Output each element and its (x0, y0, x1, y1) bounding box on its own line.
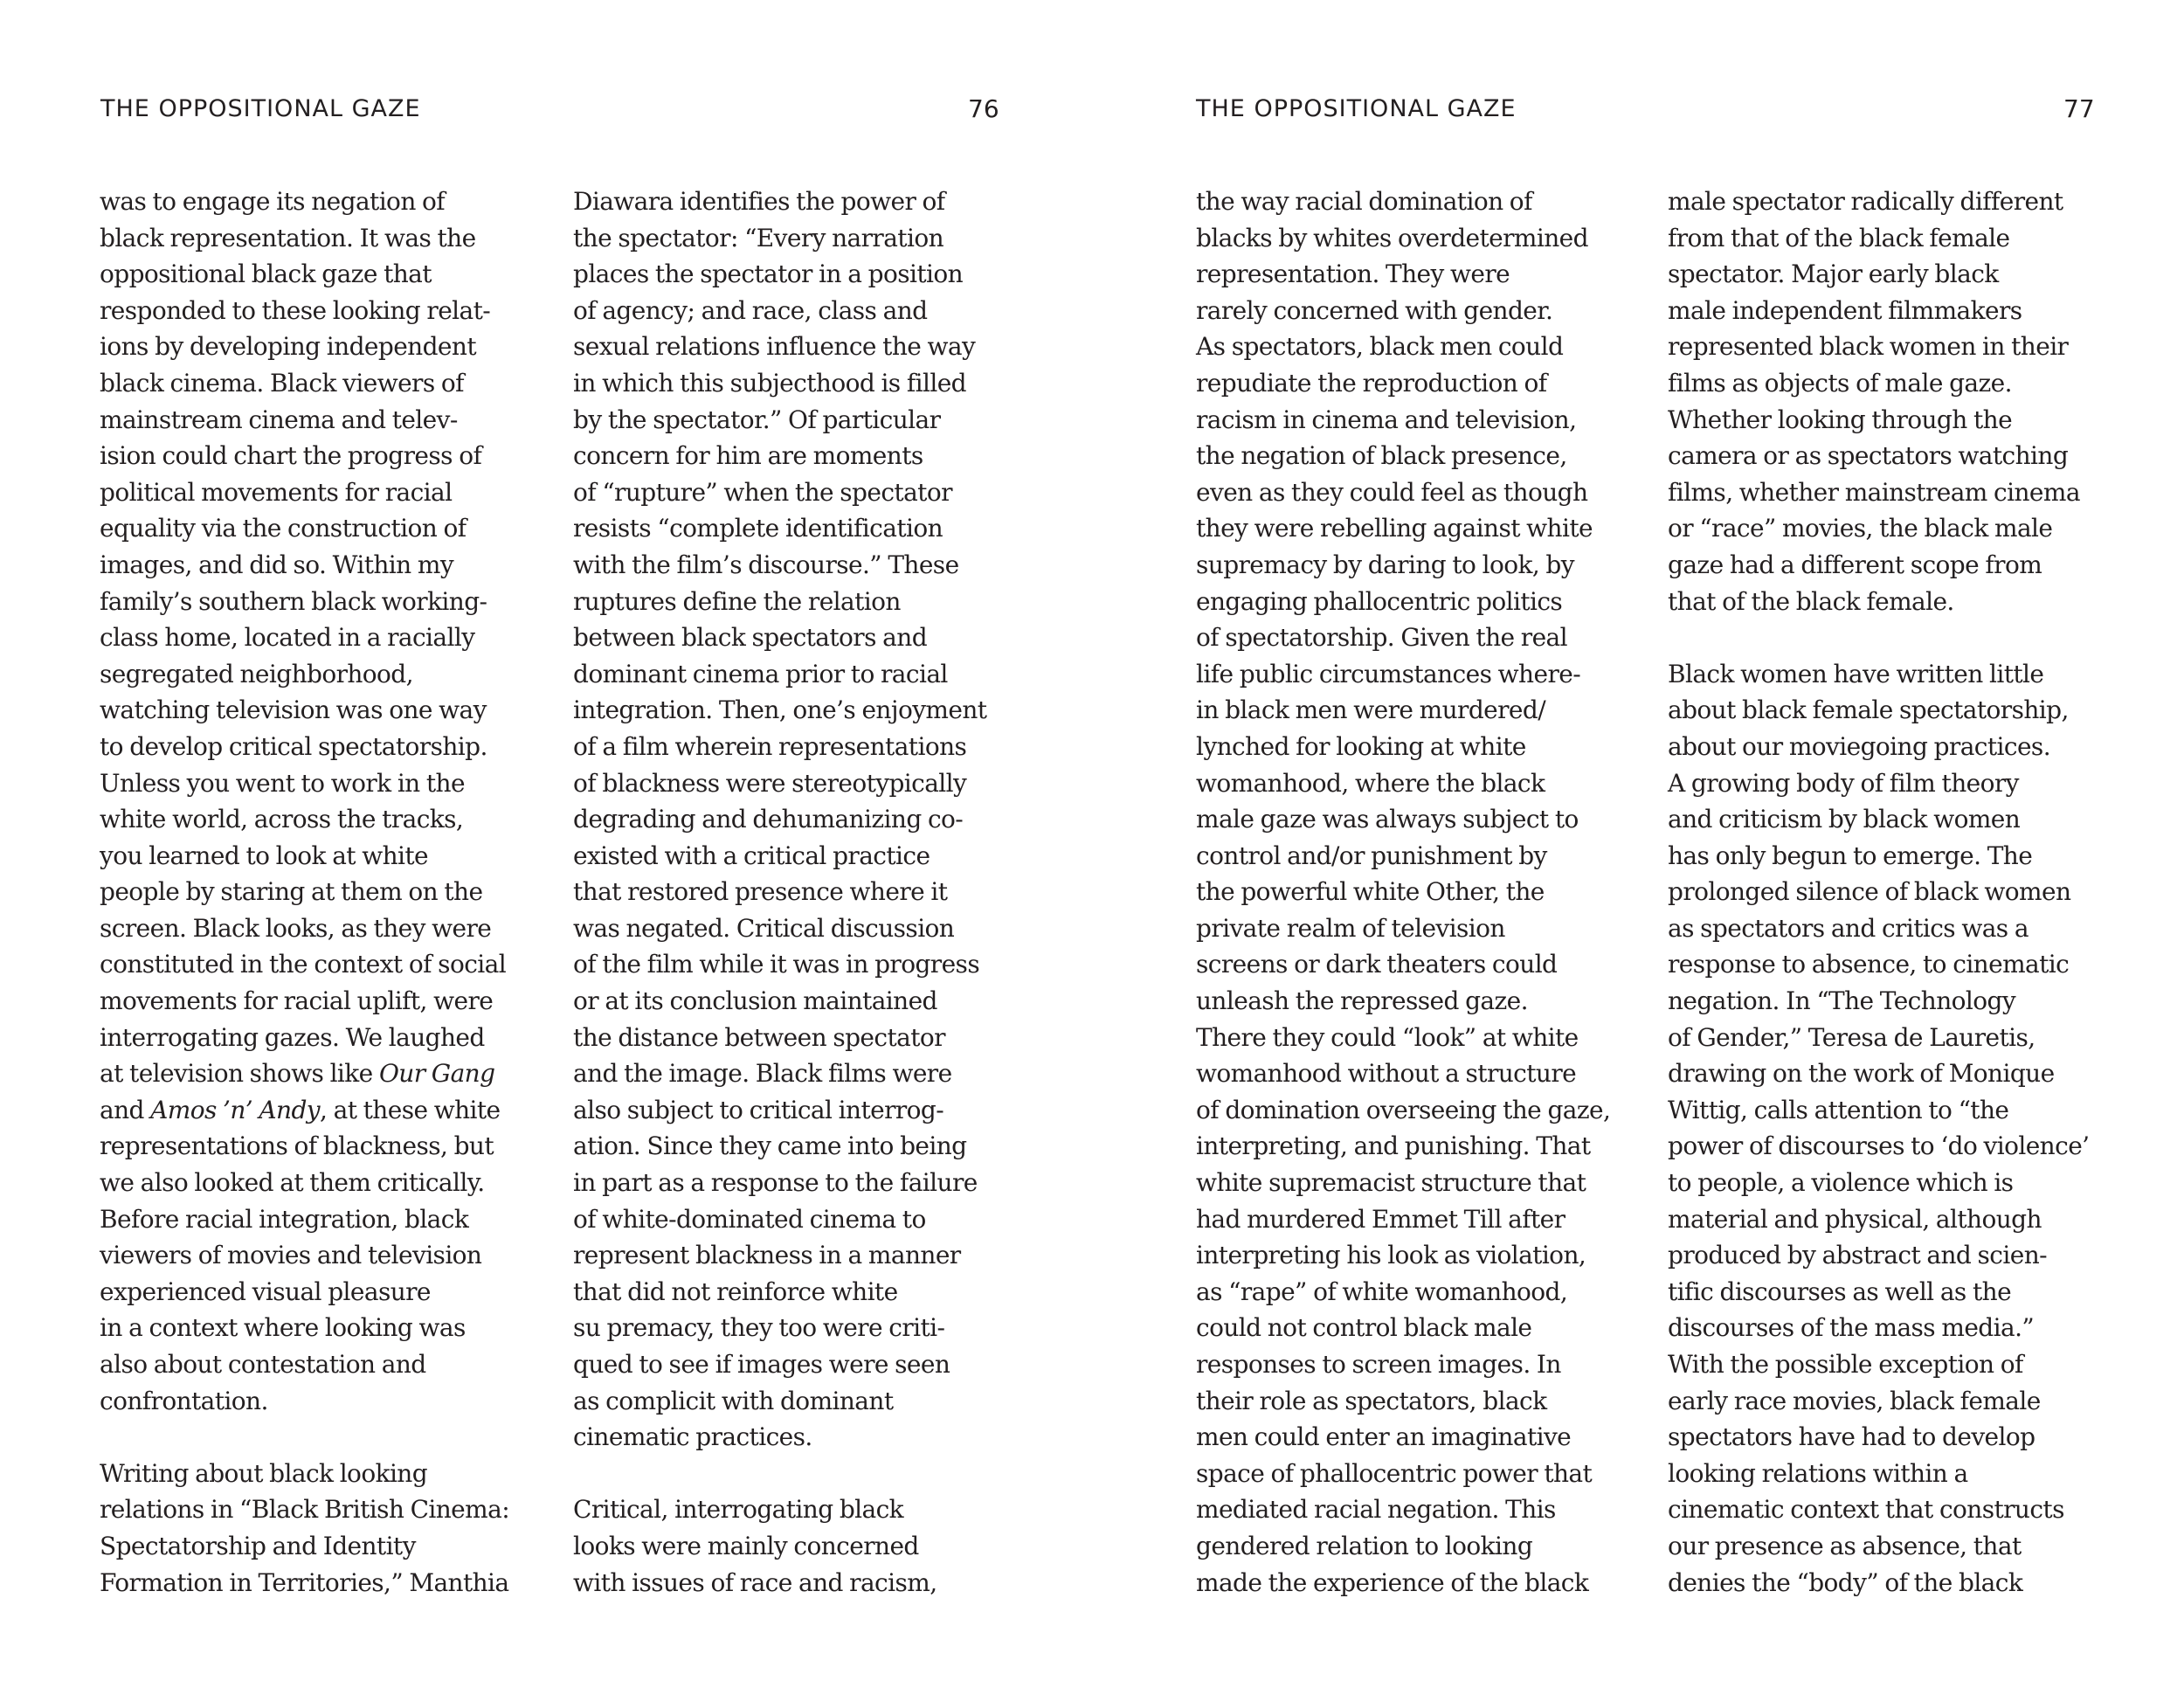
text-line: black cinema. Black viewers of (100, 368, 464, 398)
text-line: gendered relation to looking (1196, 1531, 1533, 1560)
text-line: early race movies, black female (1668, 1386, 2041, 1415)
text-line: oppositional black gaze that (100, 259, 432, 289)
text-line: class home, located in a racially (100, 623, 475, 653)
paragraph-break (573, 1456, 1027, 1492)
text-line: responded to these looking relat- (100, 295, 491, 325)
text-line: that of the black female. (1668, 586, 1954, 616)
text-line: unleash the repressed gaze. (1196, 986, 1528, 1016)
text-line: of the film while it was in progress (573, 950, 980, 979)
text-line: Formation in Territories,” Manthia (100, 1567, 509, 1597)
text-line: ision could chart the progress of (100, 441, 482, 471)
text-line: white supremacist structure that (1196, 1168, 1586, 1198)
text-line: womanhood without a structure (1196, 1059, 1577, 1089)
text-column-1 (100, 183, 554, 1601)
text-line: Black women have written little (1668, 659, 2044, 688)
text-line: material and physical, although (1668, 1204, 2042, 1234)
text-line: of Gender,” Teresa de Lauretis, (1668, 1022, 2035, 1052)
text-line: in which this subjecthood is filled (573, 368, 967, 398)
right-page (1092, 0, 2184, 1688)
text-line: camera or as spectators watching (1668, 441, 2069, 471)
text-line: prolonged silence of black women (1668, 877, 2071, 907)
text-line: power of discourses to ‘do violence’ (1668, 1131, 2090, 1161)
text-line: the negation of black presence, (1196, 441, 1567, 471)
text-line: they were rebelling against white (1196, 514, 1593, 543)
text-line: A growing body of film theory (1668, 768, 2019, 798)
text-run: at television shows like (100, 1059, 379, 1089)
text-line: and criticism by black women (1668, 805, 2021, 834)
text-line (100, 1092, 554, 1129)
paragraph-break (100, 1419, 554, 1456)
text-line: between black spectators and (573, 623, 928, 653)
text-line: as “rape” of white womanhood, (1196, 1276, 1568, 1306)
text-line: representations of blackness, but (100, 1131, 494, 1161)
text-line: discourses of the mass media.” (1668, 1313, 2035, 1343)
text-line: segregated neighborhood, (100, 659, 413, 688)
text-line: of agency; and race, class and (573, 295, 928, 325)
text-line: viewers of movies and television (100, 1241, 482, 1270)
text-line (100, 1055, 554, 1092)
text-line: represent blackness in a manner (573, 1241, 961, 1270)
text-line: responses to screen images. In (1196, 1350, 1561, 1379)
text-line: black representation. It was the (100, 223, 476, 253)
paragraph-break (1668, 619, 2122, 656)
text-line: to develop critical spectatorship. (100, 731, 487, 761)
text-line: has only begun to emerge. The (1668, 841, 2033, 870)
film-title-italic: Our Gang (378, 1059, 495, 1089)
text-line: existed with a critical practice (573, 841, 930, 870)
text-line: Whether looking through the (1668, 405, 2013, 434)
text-line: or “race” movies, the black male (1668, 514, 2053, 543)
running-head: THE OPPOSITIONAL GAZE (1196, 95, 1517, 122)
text-line: representation. They were (1196, 259, 1510, 289)
text-line: mainstream cinema and telev- (100, 405, 458, 434)
text-line: experienced visual pleasure (100, 1276, 431, 1306)
text-line: Critical, interrogating black (573, 1495, 904, 1525)
text-line: constituted in the context of social (100, 950, 507, 979)
text-line: men could enter an imaginative (1196, 1422, 1572, 1452)
text-line: As spectators, black men could (1196, 332, 1564, 362)
text-line: in part as a response to the failure (573, 1168, 978, 1198)
text-run: and (100, 1095, 151, 1124)
text-line: Diawara identifies the power of (573, 187, 945, 216)
text-line: degrading and dehumanizing co- (573, 805, 964, 834)
text-line: the way racial domination of (1196, 187, 1532, 216)
text-line: confrontation. (100, 1386, 268, 1415)
text-line: qued to see if images were seen (573, 1350, 950, 1379)
text-line: sexual relations influence the way (573, 332, 976, 362)
text-line: spectator. Major early black (1668, 259, 1999, 289)
text-line: that restored presence where it (573, 877, 948, 907)
text-column-4 (1668, 183, 2122, 1601)
text-line: cinematic context that constructs (1668, 1495, 2064, 1525)
text-line: the spectator: “Every narration (573, 223, 944, 253)
text-line: Wittig, calls attention to “the (1668, 1095, 2009, 1124)
text-line: life public circumstances where- (1196, 659, 1581, 688)
text-line: of “rupture” when the spectator (573, 477, 952, 507)
text-line: that did not reinforce white (573, 1276, 898, 1306)
text-line: their role as spectators, black (1196, 1386, 1547, 1415)
text-line: with issues of race and racism, (573, 1567, 937, 1597)
text-line: Unless you went to work in the (100, 768, 465, 798)
text-line: male independent filmmakers (1668, 295, 2022, 325)
text-line: repudiate the reproduction of (1196, 368, 1547, 398)
text-line: about black female spectatorship, (1668, 695, 2069, 725)
text-line: by the spectator.” Of particular (573, 405, 941, 434)
text-line: of white-dominated cinema to (573, 1204, 926, 1234)
text-line: cinematic practices. (573, 1422, 812, 1452)
text-line: and the image. Black films were (573, 1059, 952, 1089)
text-line: of spectatorship. Given the real (1196, 623, 1567, 653)
text-line: engaging phallocentric politics (1196, 586, 1563, 616)
text-line: blacks by whites overdetermined (1196, 223, 1588, 253)
text-line: dominant cinema prior to racial (573, 659, 948, 688)
text-line: produced by abstract and scien- (1668, 1241, 2048, 1270)
text-line: the distance between spectator (573, 1022, 945, 1052)
text-line: denies the “body” of the black (1668, 1567, 2023, 1597)
film-title-italic: Amos ’n’ Andy (150, 1095, 320, 1124)
text-line: made the experience of the black (1196, 1567, 1589, 1597)
text-line: space of phallocentric power that (1196, 1458, 1593, 1488)
text-line: screen. Black looks, as they were (100, 913, 492, 943)
text-line: we also looked at them critically. (100, 1168, 485, 1198)
text-line: images, and did so. Within my (100, 550, 454, 579)
text-line: as spectators and critics was a (1668, 913, 2028, 943)
text-line: drawing on the work of Monique (1668, 1059, 2055, 1089)
text-line: concern for him are moments (573, 441, 923, 471)
text-line: looks were mainly concerned (573, 1531, 919, 1560)
text-line: had murdered Emmet Till after (1196, 1204, 1565, 1234)
text-line: looking relations within a (1668, 1458, 1968, 1488)
text-line: people by staring at them on the (100, 877, 483, 907)
text-line: mediated racial negation. This (1196, 1495, 1556, 1525)
text-line: in black men were murdered/ (1196, 695, 1546, 725)
text-line: of domination overseeing the gaze, (1196, 1095, 1611, 1124)
text-line: in a context where looking was (100, 1313, 466, 1343)
text-line: racism in cinema and television, (1196, 405, 1577, 434)
running-head: THE OPPOSITIONAL GAZE (100, 95, 421, 122)
page-number: 77 (2063, 94, 2095, 123)
text-line: about our moviegoing practices. (1668, 731, 2050, 761)
text-line: movements for racial uplift, were (100, 986, 494, 1016)
text-line: Spectatorship and Identity (100, 1531, 416, 1560)
text-line: of a film wherein representations (573, 731, 967, 761)
text-line: even as they could feel as though (1196, 477, 1588, 507)
text-line: su premacy, they too were criti- (573, 1313, 945, 1343)
text-line: response to absence, to cinematic (1668, 950, 2070, 979)
text-line: tific discourses as well as the (1668, 1276, 2012, 1306)
text-line: rarely concerned with gender. (1196, 295, 1553, 325)
text-line: With the possible exception of (1668, 1350, 2023, 1379)
text-line: relations in “Black British Cinema: (100, 1495, 510, 1525)
text-line: ation. Since they came into being (573, 1131, 967, 1161)
text-line: white world, across the tracks, (100, 805, 464, 834)
text-line: family’s southern black working- (100, 586, 487, 616)
text-line: male gaze was always subject to (1196, 805, 1579, 834)
text-line: political movements for racial (100, 477, 453, 507)
text-line: as complicit with dominant (573, 1386, 894, 1415)
text-line: integration. Then, one’s enjoyment (573, 695, 987, 725)
text-line: control and/or punishment by (1196, 841, 1547, 870)
text-line: interpreting, and punishing. That (1196, 1131, 1591, 1161)
text-line: interrogating gazes. We laughed (100, 1022, 485, 1052)
text-column-3 (1196, 183, 1650, 1601)
text-line: or at its conclusion maintained (573, 986, 937, 1016)
text-line: films, whether mainstream cinema (1668, 477, 2080, 507)
text-line: supremacy by daring to look, by (1196, 550, 1574, 579)
text-column-2 (573, 183, 1027, 1601)
text-line: you learned to look at white (100, 841, 429, 870)
text-line: equality via the construction of (100, 514, 467, 543)
text-line: watching television was one way (100, 695, 487, 725)
text-line: Before racial integration, black (100, 1204, 469, 1234)
text-line: could not control black male (1196, 1313, 1532, 1343)
text-line: Writing about black looking (100, 1458, 428, 1488)
page-number: 76 (968, 94, 999, 123)
text-line: from that of the black female (1668, 223, 2010, 253)
text-line: also subject to critical interrog- (573, 1095, 944, 1124)
text-run: , at these white (320, 1095, 501, 1124)
text-line: interpreting his look as violation, (1196, 1241, 1586, 1270)
text-line: screens or dark theaters could (1196, 950, 1558, 979)
text-line: spectators have had to develop (1668, 1422, 2035, 1452)
text-line: with the film’s discourse.” These (573, 550, 959, 579)
text-line: lynched for looking at white (1196, 731, 1526, 761)
text-line: gaze had a different scope from (1668, 550, 2042, 579)
text-line: the powerful white Other, the (1196, 877, 1545, 907)
text-line: represented black women in their (1668, 332, 2069, 362)
text-line: womanhood, where the black (1196, 768, 1545, 798)
text-line: also about contestation and (100, 1350, 426, 1379)
text-line: of blackness were stereotypically (573, 768, 967, 798)
text-line: ions by developing independent (100, 332, 476, 362)
text-line: our presence as absence, that (1668, 1531, 2022, 1560)
text-line: resists “complete identification (573, 514, 943, 543)
text-line: was negated. Critical discussion (573, 913, 955, 943)
text-line: to people, a violence which is (1668, 1168, 2014, 1198)
text-line: negation. In “The Technology (1668, 986, 2016, 1016)
text-line: private realm of television (1196, 913, 1505, 943)
text-line: male spectator radically different (1668, 187, 2063, 216)
text-line: ruptures define the relation (573, 586, 901, 616)
text-line: was to engage its negation of (100, 187, 446, 216)
text-line: places the spectator in a position (573, 259, 964, 289)
text-line: films as objects of male gaze. (1668, 368, 2012, 398)
text-line: There they could “look” at white (1196, 1022, 1579, 1052)
